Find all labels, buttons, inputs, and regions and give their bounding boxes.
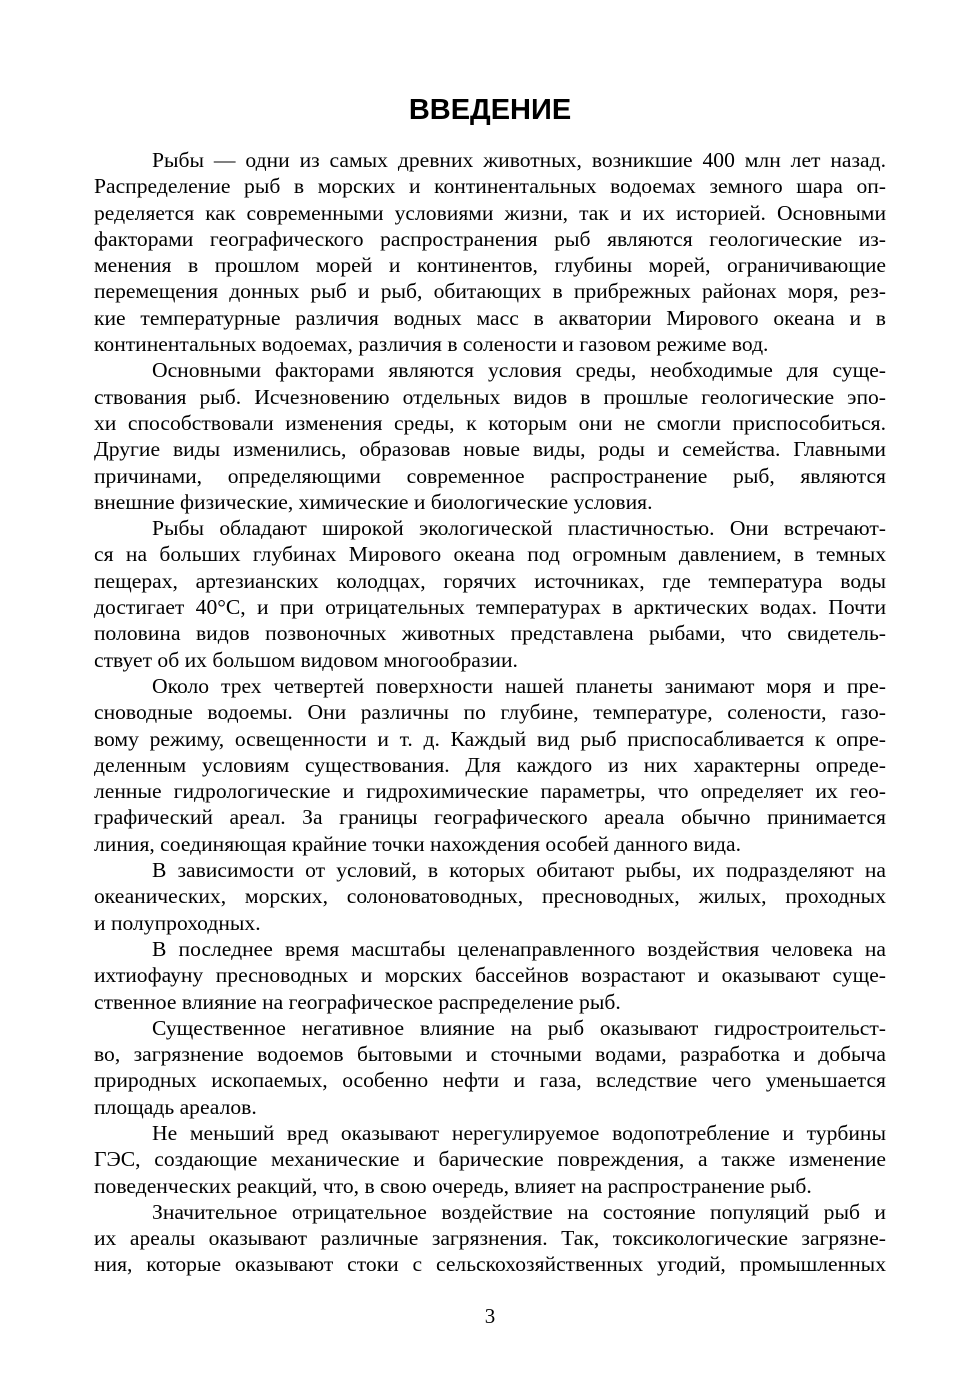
text-line: линия, соединяющая крайние точки нахождения особей данного вида.: [94, 831, 742, 856]
text-line: менения в прошлом морей и континентов, глубины морей, ограничивающие: [94, 253, 886, 278]
text-line: их ареалы оказывают различные загрязнения. Так, токсикологические загрязне-: [94, 1226, 886, 1251]
text-line: ся на больших глубинах Мирового океана под огромным давлением, в темных: [94, 542, 886, 567]
text-line: ствования рыб. Исчезновению отдельных видов в прошлые геологические эпо-: [94, 384, 886, 409]
paragraph: [94, 147, 886, 357]
paragraph: [94, 857, 886, 936]
body-text: [94, 147, 886, 1278]
text-line: хи способствовали изменения среды, к которым они не смогли приспособиться.: [94, 410, 886, 435]
text-line: половина видов позвоночных животных представлена рыбами, что свидетель-: [94, 621, 886, 646]
text-line: внешние физические, химические и биологические условия.: [94, 489, 653, 514]
text-line: В последнее время масштабы целенаправленного воздействия человека на: [152, 936, 886, 961]
text-line: Другие виды изменились, образовав новые виды, роды и семейства. Главными: [94, 437, 886, 462]
text-line: достигает 40°С, и при отрицательных температурах в арктических водах. Почти: [94, 595, 886, 620]
text-line: вому режиму, освещенности и т. д. Каждый вид рыб приспосабливается к опре-: [94, 726, 886, 751]
page-title: ВВЕДЕНИЕ: [408, 94, 572, 126]
text-line: ствует об их большом видовом многообразии.: [94, 647, 518, 672]
text-line: ихтиофауну пресноводных и морских бассейнов возрастают и оказывают суще-: [94, 963, 886, 988]
text-line: ственное влияние на географическое распределение рыб.: [94, 989, 621, 1014]
text-line: во, загрязнение водоемов бытовыми и сточными водами, разработка и добыча: [94, 1042, 886, 1067]
page-number: 3: [484, 1304, 496, 1328]
text-line: природных ископаемых, особенно нефти и газа, вследствие чего уменьшается: [94, 1068, 886, 1093]
paragraph: [94, 1199, 886, 1278]
text-line: кие температурные различия водных масс в акватории Мирового океана и в: [94, 305, 886, 330]
text-line: океанических, морских, солоноватоводных, пресноводных, жилых, проходных: [94, 884, 886, 909]
text-line: Около трех четвертей поверхности нашей планеты занимают моря и пре-: [152, 673, 886, 698]
text-line: и полупроходных.: [94, 910, 261, 935]
text-line: сноводные водоемы. Они различны по глубине, температуре, солености, газо-: [94, 700, 886, 725]
paragraph: [94, 1120, 886, 1199]
text-line: ГЭС, создающие механические и барические повреждения, а также изменение: [94, 1147, 886, 1172]
text-line: деленным условиям существования. Для каждого из них характерны опреде-: [94, 752, 886, 777]
text-line: площадь ареалов.: [94, 1094, 257, 1119]
paragraph: [94, 673, 886, 857]
text-line: перемещения донных рыб и рыб, обитающих в прибрежных районах моря, рез-: [94, 279, 886, 304]
text-line: ния, которые оказывают стоки с сельскохозяйственных угодий, промышленных: [94, 1252, 886, 1277]
paragraph: [94, 936, 886, 1015]
text-line: факторами географического распространения рыб являются геологические из-: [94, 226, 886, 251]
text-line: Значительное отрицательное воздействие на состояние популяций рыб и: [152, 1199, 886, 1224]
text-line: графический ареал. За границы географического ареала обычно принимается: [94, 805, 886, 830]
text-line: поведенческих реакций, что, в свою очередь, влияет на распространение рыб.: [94, 1173, 812, 1198]
text-line: Основными факторами являются условия среды, необходимые для суще-: [152, 358, 886, 383]
text-line: В зависимости от условий, в которых обитают рыбы, их подразделяют на: [152, 858, 886, 883]
text-line: причинами, определяющими современное распространение рыб, являются: [94, 463, 886, 488]
text-line: Распределение рыб в морских и континентальных водоемах земного шара оп-: [94, 174, 886, 199]
text-line: пещерах, артезианских колодцах, горячих источниках, где температура воды: [94, 568, 886, 593]
text-line: Не меньший вред оказывают нерегулируемое водопотребление и турбины: [152, 1120, 886, 1145]
paragraph: [94, 1015, 886, 1120]
text-line: ленные гидрологические и гидрохимические параметры, что определяет их гео-: [94, 779, 886, 804]
text-line: ределяется как современными условиями жизни, так и их историей. Основными: [94, 200, 886, 225]
paragraph: [94, 357, 886, 515]
text-line: континентальных водоемах, различия в солености и газовом режиме вод.: [94, 332, 769, 357]
text-line: Рыбы — одни из самых древних животных, возникшие 400 млн лет назад.: [152, 148, 886, 172]
text-line: Существенное негативное влияние на рыб оказывают гидростроительст-: [152, 1015, 886, 1040]
text-line: Рыбы обладают широкой экологической пластичностью. Они встречают-: [152, 516, 886, 541]
paragraph: [94, 515, 886, 673]
